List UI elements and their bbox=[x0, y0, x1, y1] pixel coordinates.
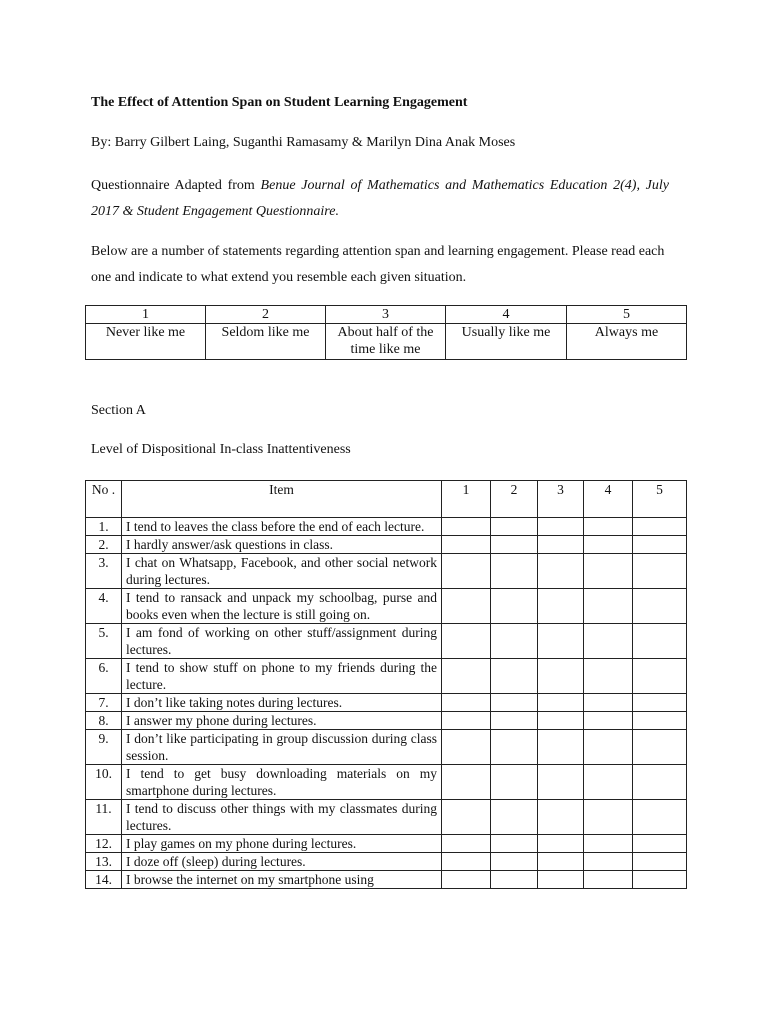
scale-label: Usually like me bbox=[446, 324, 567, 360]
row-item-text: I tend to get busy downloading materials on my smartphone during lectures. bbox=[122, 765, 442, 800]
table-row bbox=[86, 835, 687, 853]
table-row bbox=[86, 589, 687, 624]
row-number: 14. bbox=[86, 871, 122, 889]
rating-cell-2[interactable] bbox=[491, 694, 538, 712]
rating-cell-4[interactable] bbox=[584, 554, 633, 589]
row-item-text: I don’t like taking notes during lectures. bbox=[122, 694, 442, 712]
rating-cell-2[interactable] bbox=[491, 624, 538, 659]
row-number: 8. bbox=[86, 712, 122, 730]
scale-label: About half of the time like me bbox=[326, 324, 446, 360]
subsection-heading: Level of Dispositional In-class Inattentiveness bbox=[91, 442, 351, 457]
rating-cell-4[interactable] bbox=[584, 712, 633, 730]
row-number: 4. bbox=[86, 589, 122, 624]
rating-cell-1[interactable] bbox=[442, 800, 491, 835]
document-title: The Effect of Attention Span on Student Learning Engagement bbox=[91, 95, 468, 110]
row-item-text: I tend to ransack and unpack my schoolbag, purse and books even when the lecture is still going on. bbox=[122, 589, 442, 624]
rating-cell-2[interactable] bbox=[491, 871, 538, 889]
rating-cell-5[interactable] bbox=[633, 624, 687, 659]
rating-cell-2[interactable] bbox=[491, 554, 538, 589]
rating-cell-1[interactable] bbox=[442, 694, 491, 712]
rating-cell-5[interactable] bbox=[633, 835, 687, 853]
section-heading: Section A bbox=[91, 403, 146, 418]
rating-cell-5[interactable] bbox=[633, 589, 687, 624]
row-item-text: I hardly answer/ask questions in class. bbox=[122, 536, 442, 554]
rating-cell-1[interactable] bbox=[442, 554, 491, 589]
header-rating: 2 bbox=[491, 481, 538, 518]
rating-cell-5[interactable] bbox=[633, 694, 687, 712]
scale-number: 5 bbox=[567, 306, 687, 324]
adapted-from bbox=[91, 173, 669, 225]
table-row bbox=[86, 871, 687, 889]
rating-cell-1[interactable] bbox=[442, 765, 491, 800]
row-item-text: I answer my phone during lectures. bbox=[122, 712, 442, 730]
scale-number: 3 bbox=[326, 306, 446, 324]
rating-cell-1[interactable] bbox=[442, 659, 491, 694]
row-number: 1. bbox=[86, 518, 122, 536]
row-item-text: I don’t like participating in group discussion during class session. bbox=[122, 730, 442, 765]
rating-cell-4[interactable] bbox=[584, 518, 633, 536]
rating-cell-3[interactable] bbox=[538, 730, 584, 765]
table-row bbox=[86, 765, 687, 800]
rating-cell-1[interactable] bbox=[442, 518, 491, 536]
rating-cell-4[interactable] bbox=[584, 730, 633, 765]
rating-cell-1[interactable] bbox=[442, 536, 491, 554]
scale-number: 4 bbox=[446, 306, 567, 324]
rating-cell-3[interactable] bbox=[538, 694, 584, 712]
table-row bbox=[86, 518, 687, 536]
rating-cell-2[interactable] bbox=[491, 712, 538, 730]
rating-cell-2[interactable] bbox=[491, 765, 538, 800]
rating-cell-2[interactable] bbox=[491, 518, 538, 536]
rating-cell-3[interactable] bbox=[538, 800, 584, 835]
adapted-prefix: Questionnaire Adapted from bbox=[91, 178, 261, 193]
rating-cell-5[interactable] bbox=[633, 536, 687, 554]
rating-cell-4[interactable] bbox=[584, 853, 633, 871]
rating-cell-2[interactable] bbox=[491, 835, 538, 853]
rating-cell-4[interactable] bbox=[584, 800, 633, 835]
table-row bbox=[86, 554, 687, 589]
table-row bbox=[86, 853, 687, 871]
row-number: 10. bbox=[86, 765, 122, 800]
table-row bbox=[86, 659, 687, 694]
rating-scale-table bbox=[85, 305, 687, 360]
rating-cell-4[interactable] bbox=[584, 589, 633, 624]
row-item-text: I doze off (sleep) during lectures. bbox=[122, 853, 442, 871]
rating-cell-2[interactable] bbox=[491, 800, 538, 835]
rating-cell-5[interactable] bbox=[633, 518, 687, 536]
row-number: 6. bbox=[86, 659, 122, 694]
header-rating: 4 bbox=[584, 481, 633, 518]
row-number: 11. bbox=[86, 800, 122, 835]
rating-cell-4[interactable] bbox=[584, 659, 633, 694]
rating-cell-3[interactable] bbox=[538, 624, 584, 659]
table-row bbox=[86, 712, 687, 730]
rating-cell-5[interactable] bbox=[633, 730, 687, 765]
header-rating: 5 bbox=[633, 481, 687, 518]
rating-cell-2[interactable] bbox=[491, 853, 538, 871]
rating-cell-5[interactable] bbox=[633, 871, 687, 889]
header-rating: 1 bbox=[442, 481, 491, 518]
rating-cell-1[interactable] bbox=[442, 835, 491, 853]
scale-number: 1 bbox=[86, 306, 206, 324]
rating-cell-1[interactable] bbox=[442, 730, 491, 765]
rating-cell-3[interactable] bbox=[538, 871, 584, 889]
header-rating: 3 bbox=[538, 481, 584, 518]
row-item-text: I tend to leaves the class before the end of each lecture. bbox=[122, 518, 442, 536]
rating-cell-4[interactable] bbox=[584, 835, 633, 853]
row-number: 13. bbox=[86, 853, 122, 871]
rating-cell-5[interactable] bbox=[633, 712, 687, 730]
table-row bbox=[86, 536, 687, 554]
rating-cell-5[interactable] bbox=[633, 554, 687, 589]
questionnaire-table bbox=[85, 480, 687, 889]
scale-number: 2 bbox=[206, 306, 326, 324]
scale-label-row bbox=[86, 324, 687, 360]
header-item: Item bbox=[122, 481, 442, 518]
intro-paragraph: Below are a number of statements regarding attention span and learning engagement. Please read each one and indicate to what extend you resemble each given situation. bbox=[91, 244, 665, 285]
table-header-row bbox=[86, 481, 687, 518]
rating-cell-1[interactable] bbox=[442, 712, 491, 730]
rating-cell-2[interactable] bbox=[491, 659, 538, 694]
adapted-source: Benue Journal of Mathematics and Mathematics Education 2(4), July 2017 & Student Engagement Questionnaire. bbox=[91, 178, 669, 219]
row-item-text: I tend to show stuff on phone to my friends during the lecture. bbox=[122, 659, 442, 694]
table-row bbox=[86, 730, 687, 765]
row-number: 5. bbox=[86, 624, 122, 659]
table-row bbox=[86, 624, 687, 659]
rating-cell-3[interactable] bbox=[538, 659, 584, 694]
rating-cell-4[interactable] bbox=[584, 624, 633, 659]
rating-cell-3[interactable] bbox=[538, 765, 584, 800]
rating-cell-4[interactable] bbox=[584, 765, 633, 800]
row-item-text: I chat on Whatsapp, Facebook, and other social network during lectures. bbox=[122, 554, 442, 589]
rating-cell-3[interactable] bbox=[538, 853, 584, 871]
rating-cell-3[interactable] bbox=[538, 589, 584, 624]
row-number: 2. bbox=[86, 536, 122, 554]
row-item-text: I am fond of working on other stuff/assignment during lectures. bbox=[122, 624, 442, 659]
scale-label: Always me bbox=[567, 324, 687, 360]
rating-cell-1[interactable] bbox=[442, 589, 491, 624]
rating-cell-3[interactable] bbox=[538, 536, 584, 554]
rating-cell-1[interactable] bbox=[442, 853, 491, 871]
header-no: No . bbox=[86, 481, 122, 518]
scale-number-row bbox=[86, 306, 687, 324]
row-number: 7. bbox=[86, 694, 122, 712]
rating-cell-5[interactable] bbox=[633, 853, 687, 871]
rating-cell-5[interactable] bbox=[633, 659, 687, 694]
rating-cell-3[interactable] bbox=[538, 554, 584, 589]
row-item-text: I play games on my phone during lectures. bbox=[122, 835, 442, 853]
authors-line: By: Barry Gilbert Laing, Suganthi Ramasamy & Marilyn Dina Anak Moses bbox=[91, 135, 516, 150]
rating-cell-5[interactable] bbox=[633, 800, 687, 835]
rating-cell-1[interactable] bbox=[442, 871, 491, 889]
rating-cell-2[interactable] bbox=[491, 589, 538, 624]
scale-label: Never like me bbox=[86, 324, 206, 360]
row-number: 3. bbox=[86, 554, 122, 589]
rating-cell-3[interactable] bbox=[538, 518, 584, 536]
table-body bbox=[86, 518, 687, 889]
rating-cell-2[interactable] bbox=[491, 536, 538, 554]
row-item-text: I tend to discuss other things with my classmates during lectures. bbox=[122, 800, 442, 835]
row-item-text: I browse the internet on my smartphone using bbox=[122, 871, 442, 889]
rating-cell-5[interactable] bbox=[633, 765, 687, 800]
rating-cell-4[interactable] bbox=[584, 536, 633, 554]
table-row bbox=[86, 800, 687, 835]
row-number: 12. bbox=[86, 835, 122, 853]
row-number: 9. bbox=[86, 730, 122, 765]
rating-cell-3[interactable] bbox=[538, 835, 584, 853]
rating-cell-1[interactable] bbox=[442, 624, 491, 659]
rating-cell-2[interactable] bbox=[491, 730, 538, 765]
table-row bbox=[86, 694, 687, 712]
rating-cell-4[interactable] bbox=[584, 694, 633, 712]
rating-cell-3[interactable] bbox=[538, 712, 584, 730]
rating-cell-4[interactable] bbox=[584, 871, 633, 889]
scale-label: Seldom like me bbox=[206, 324, 326, 360]
